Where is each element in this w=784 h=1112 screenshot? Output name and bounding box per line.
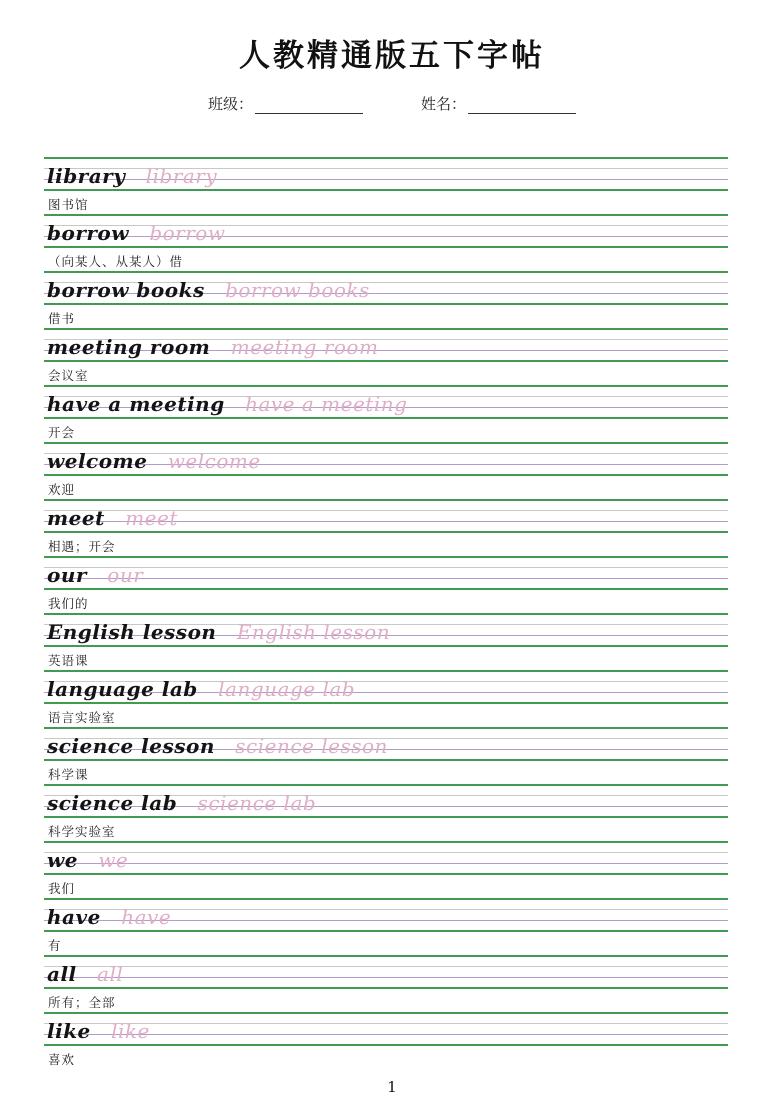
writing-grid <box>44 727 728 761</box>
word-entry <box>44 841 728 898</box>
trace-text: science lab <box>197 791 317 815</box>
meaning-text: 所有；全部 <box>48 996 116 1010</box>
word-text: library <box>47 164 126 188</box>
trace-text: like <box>111 1019 150 1043</box>
meaning-text: 会议室 <box>48 369 89 383</box>
trace-text: borrow <box>149 221 226 245</box>
word-entry <box>44 271 728 328</box>
trace-text: meeting room <box>230 335 379 359</box>
word-entry <box>44 157 728 214</box>
word-entry <box>44 385 728 442</box>
trace-text: welcome <box>167 449 261 473</box>
word-text: our <box>47 563 87 587</box>
meaning-text: 有 <box>48 939 62 953</box>
word-entry <box>44 727 728 784</box>
meaning-text: 我们的 <box>48 597 89 611</box>
page-number: 1 <box>387 1078 397 1096</box>
word-pair <box>47 565 143 585</box>
trace-text: English lesson <box>236 620 391 644</box>
word-entry <box>44 613 728 670</box>
word-pair <box>47 622 390 642</box>
page-title: 人教精通版五下字帖 <box>239 38 545 74</box>
word-pair <box>47 793 316 813</box>
word-entry <box>44 955 728 1012</box>
trace-text: library <box>145 164 218 188</box>
grid-baseline <box>44 977 728 978</box>
word-text: meet <box>47 506 105 530</box>
meaning-text: 语言实验室 <box>48 711 116 725</box>
word-pair <box>47 907 171 927</box>
writing-grid <box>44 841 728 875</box>
grid-baseline <box>44 578 728 579</box>
word-entry <box>44 784 728 841</box>
writing-grid <box>44 328 728 362</box>
word-pair <box>47 736 388 756</box>
writing-grid <box>44 271 728 305</box>
writing-grid <box>44 613 728 647</box>
meaning-text: 我们 <box>48 882 76 896</box>
word-text: language lab <box>47 677 198 701</box>
word-pair <box>47 964 123 984</box>
word-text: like <box>47 1019 91 1043</box>
meaning-text: 借书 <box>48 312 76 326</box>
word-text: have <box>47 905 101 929</box>
writing-grid <box>44 442 728 476</box>
word-pair <box>47 679 355 699</box>
writing-grid <box>44 157 728 191</box>
writing-grid <box>44 556 728 590</box>
copybook-page <box>0 30 784 1112</box>
trace-text: all <box>97 962 124 986</box>
word-text: all <box>47 962 77 986</box>
writing-grid <box>44 898 728 932</box>
grid-midline <box>44 567 728 568</box>
word-entry <box>44 499 728 556</box>
name-label: 姓名： <box>421 95 467 113</box>
meaning-text: 科学实验室 <box>48 825 116 839</box>
name-field <box>421 93 576 114</box>
writing-grid <box>44 214 728 248</box>
trace-text: borrow books <box>225 278 370 302</box>
word-pair <box>47 451 261 471</box>
word-pair <box>47 280 370 300</box>
word-entry <box>44 442 728 499</box>
name-blank-line <box>468 98 576 114</box>
class-name-row <box>0 93 784 114</box>
word-text: science lesson <box>47 734 215 758</box>
meaning-text: 科学课 <box>48 768 89 782</box>
trace-text: science lesson <box>235 734 388 758</box>
word-entry <box>44 328 728 385</box>
meaning-text: （向某人、从某人）借 <box>48 255 184 269</box>
word-text: have a meeting <box>47 392 225 416</box>
class-blank-line <box>255 98 363 114</box>
meaning-text: 欢迎 <box>48 483 76 497</box>
trace-text: have a meeting <box>245 392 408 416</box>
writing-grid <box>44 1012 728 1046</box>
word-text: we <box>47 848 78 872</box>
meaning-text: 开会 <box>48 426 76 440</box>
grid-midline <box>44 966 728 967</box>
meaning-text: 英语课 <box>48 654 89 668</box>
trace-text: have <box>121 905 172 929</box>
grid-midline <box>44 852 728 853</box>
writing-grid <box>44 670 728 704</box>
word-pair <box>47 508 178 528</box>
word-text: meeting room <box>47 335 211 359</box>
word-text: borrow <box>47 221 129 245</box>
meaning-text: 相遇；开会 <box>48 540 116 554</box>
trace-text: language lab <box>218 677 356 701</box>
word-entry <box>44 898 728 955</box>
grid-baseline <box>44 863 728 864</box>
word-pair <box>47 223 225 243</box>
word-entry <box>44 556 728 613</box>
writing-grid <box>44 385 728 419</box>
word-pair <box>47 337 378 357</box>
word-text: science lab <box>47 791 178 815</box>
trace-text: meet <box>125 506 178 530</box>
writing-grid <box>44 784 728 818</box>
word-entry <box>44 670 728 727</box>
word-list <box>44 157 728 1069</box>
word-pair <box>47 166 217 186</box>
word-text: borrow books <box>47 278 205 302</box>
writing-grid <box>44 955 728 989</box>
word-text: welcome <box>47 449 148 473</box>
meaning-text: 图书馆 <box>48 198 89 212</box>
writing-grid <box>44 499 728 533</box>
class-field <box>208 93 363 114</box>
word-pair <box>47 850 128 870</box>
class-label: 班级： <box>207 95 253 113</box>
meaning-text: 喜欢 <box>48 1053 76 1067</box>
word-pair <box>47 1021 150 1041</box>
word-entry <box>44 1012 728 1069</box>
word-pair <box>47 394 407 414</box>
trace-text: our <box>107 563 144 587</box>
word-text: English lesson <box>47 620 217 644</box>
trace-text: we <box>98 848 129 872</box>
word-entry <box>44 214 728 271</box>
